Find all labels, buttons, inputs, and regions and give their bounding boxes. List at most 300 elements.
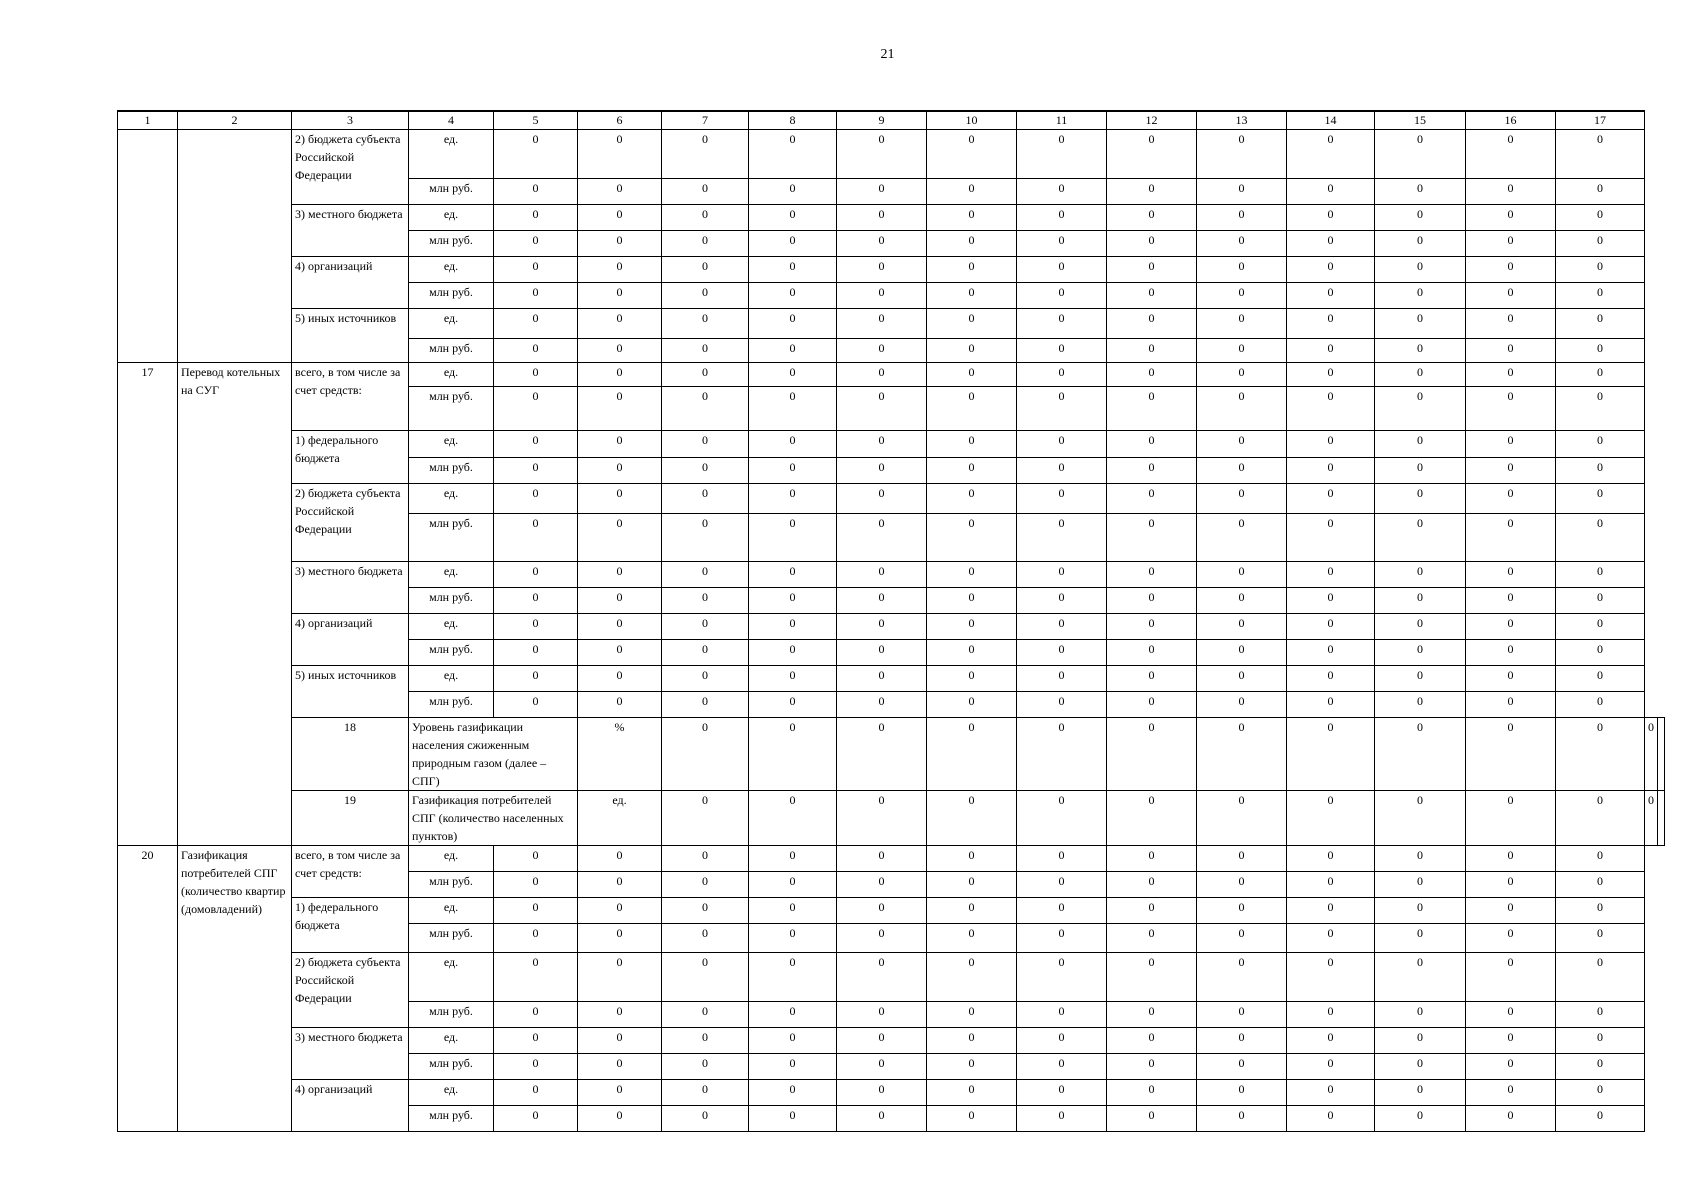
- table-row: [118, 309, 1665, 339]
- value-cell: 0: [662, 1080, 749, 1106]
- unit-cell: млн руб.: [409, 231, 494, 257]
- value-cell: 0: [1466, 205, 1556, 231]
- value-cell: 0: [749, 363, 837, 387]
- value-cell: 0: [1287, 283, 1375, 309]
- value-cell: 0: [1107, 257, 1197, 283]
- empty-cell: [118, 130, 178, 363]
- value-cell: 0: [662, 339, 749, 363]
- value-cell: 0: [927, 363, 1017, 387]
- indicator-name: Уровень газификации населения сжиженным природным газом (далее – СПГ): [409, 718, 578, 791]
- table-row: [118, 257, 1665, 283]
- value-cell: 0: [1466, 283, 1556, 309]
- header-cell: 10: [927, 111, 1017, 130]
- value-cell: 0: [494, 872, 578, 898]
- value-cell: 0: [837, 1080, 927, 1106]
- funding-source: 3) местного бюджета: [292, 205, 409, 257]
- value-cell: 0: [1466, 130, 1556, 179]
- value-cell: 0: [1107, 1080, 1197, 1106]
- value-cell: 0: [494, 363, 578, 387]
- value-cell: 0: [1375, 431, 1466, 458]
- value-cell: 0: [749, 1106, 837, 1132]
- value-cell: 0: [1107, 514, 1197, 562]
- value-cell: 0: [1375, 1002, 1466, 1028]
- value-cell: 0: [1107, 484, 1197, 514]
- value-cell: 0: [1107, 846, 1197, 872]
- value-cell: 0: [927, 339, 1017, 363]
- unit-cell: млн руб.: [409, 1054, 494, 1080]
- value-cell: 0: [1556, 718, 1645, 791]
- value-cell: 0: [1017, 309, 1107, 339]
- value-cell: 0: [494, 953, 578, 1002]
- value-cell: 0: [1107, 1028, 1197, 1054]
- value-cell: 0: [578, 231, 662, 257]
- value-cell: 0: [927, 588, 1017, 614]
- table-row: [118, 205, 1665, 231]
- value-cell: 0: [927, 283, 1017, 309]
- value-cell: 0: [1017, 1106, 1107, 1132]
- value-cell: 0: [927, 1028, 1017, 1054]
- value-cell: 0: [1375, 363, 1466, 387]
- value-cell: 0: [1375, 514, 1466, 562]
- value-cell: 0: [1017, 1080, 1107, 1106]
- value-cell: 0: [1197, 387, 1287, 431]
- value-cell: 0: [1287, 458, 1375, 484]
- value-cell: 0: [1645, 791, 1658, 846]
- value-cell: 0: [1556, 179, 1645, 205]
- value-cell: 0: [837, 1028, 927, 1054]
- value-cell: 0: [837, 257, 927, 283]
- value-cell: 0: [578, 846, 662, 872]
- value-cell: 0: [927, 718, 1017, 791]
- value-cell: 0: [494, 924, 578, 953]
- value-cell: 0: [927, 1106, 1017, 1132]
- value-cell: 0: [1197, 872, 1287, 898]
- value-cell: 0: [1287, 846, 1375, 872]
- value-cell: 0: [1197, 846, 1287, 872]
- value-cell: 0: [1556, 1002, 1645, 1028]
- value-cell: 0: [749, 339, 837, 363]
- value-cell: 0: [578, 283, 662, 309]
- value-cell: 0: [1466, 179, 1556, 205]
- value-cell: 0: [927, 1002, 1017, 1028]
- header-cell: 7: [662, 111, 749, 130]
- value-cell: 0: [1466, 666, 1556, 692]
- value-cell: 0: [1197, 363, 1287, 387]
- unit-cell: ед.: [409, 953, 494, 1002]
- value-cell: 0: [837, 588, 927, 614]
- value-cell: 0: [494, 562, 578, 588]
- value-cell: 0: [1017, 1028, 1107, 1054]
- value-cell: 0: [578, 1054, 662, 1080]
- value-cell: 0: [662, 1028, 749, 1054]
- unit-cell: ед.: [409, 484, 494, 514]
- value-cell: 0: [837, 846, 927, 872]
- value-cell: 0: [1197, 924, 1287, 953]
- value-cell: 0: [494, 898, 578, 924]
- value-cell: 0: [662, 257, 749, 283]
- value-cell: 0: [1017, 363, 1107, 387]
- value-cell: 0: [749, 387, 837, 431]
- value-cell: 0: [1197, 339, 1287, 363]
- value-cell: 0: [1287, 339, 1375, 363]
- value-cell: 0: [662, 205, 749, 231]
- value-cell: 0: [1375, 791, 1466, 846]
- unit-cell: млн руб.: [409, 692, 494, 718]
- value-cell: 0: [1375, 484, 1466, 514]
- value-cell: 0: [1287, 614, 1375, 640]
- value-cell: 0: [1375, 1028, 1466, 1054]
- value-cell: 0: [1107, 872, 1197, 898]
- header-cell: 11: [1017, 111, 1107, 130]
- value-cell: 0: [1556, 872, 1645, 898]
- value-cell: 0: [1287, 1002, 1375, 1028]
- value-cell: 0: [1466, 1028, 1556, 1054]
- value-cell: 0: [1287, 692, 1375, 718]
- value-cell: 0: [578, 588, 662, 614]
- unit-cell: ед.: [409, 1080, 494, 1106]
- value-cell: 0: [749, 898, 837, 924]
- value-cell: 0: [1287, 1080, 1375, 1106]
- value-cell: 0: [662, 718, 749, 791]
- value-cell: 0: [662, 431, 749, 458]
- table-row: [118, 1028, 1665, 1054]
- indicator-name: Перевод котельных на СУГ: [178, 363, 292, 846]
- value-cell: 0: [578, 205, 662, 231]
- value-cell: 0: [1017, 387, 1107, 431]
- value-cell: 0: [1556, 953, 1645, 1002]
- value-cell: 0: [1466, 692, 1556, 718]
- value-cell: 0: [578, 130, 662, 179]
- value-cell: 0: [1375, 1054, 1466, 1080]
- funding-source: всего, в том числе за счет средств:: [292, 363, 409, 431]
- value-cell: 0: [1375, 283, 1466, 309]
- value-cell: 0: [1197, 1028, 1287, 1054]
- value-cell: 0: [749, 562, 837, 588]
- value-cell: 0: [749, 1002, 837, 1028]
- value-cell: 0: [1375, 846, 1466, 872]
- value-cell: 0: [578, 953, 662, 1002]
- value-cell: 0: [1556, 666, 1645, 692]
- value-cell: 0: [927, 924, 1017, 953]
- value-cell: 0: [1197, 614, 1287, 640]
- value-cell: 0: [837, 872, 927, 898]
- value-cell: 0: [1375, 692, 1466, 718]
- value-cell: 0: [1287, 130, 1375, 179]
- value-cell: 0: [837, 718, 927, 791]
- value-cell: 0: [662, 846, 749, 872]
- value-cell: 0: [1466, 562, 1556, 588]
- value-cell: 0: [578, 387, 662, 431]
- value-cell: 0: [749, 1028, 837, 1054]
- value-cell: 0: [749, 1054, 837, 1080]
- value-cell: 0: [662, 872, 749, 898]
- value-cell: 0: [1287, 898, 1375, 924]
- value-cell: 0: [1107, 1106, 1197, 1132]
- value-cell: 0: [837, 205, 927, 231]
- value-cell: 0: [578, 484, 662, 514]
- value-cell: 0: [578, 458, 662, 484]
- value-cell: 0: [494, 179, 578, 205]
- value-cell: 0: [1197, 484, 1287, 514]
- row-number: 17: [118, 363, 178, 846]
- value-cell: 0: [662, 692, 749, 718]
- unit-cell: ед.: [409, 309, 494, 339]
- value-cell: 0: [927, 484, 1017, 514]
- value-cell: 0: [1107, 953, 1197, 1002]
- table-row: [118, 562, 1665, 588]
- funding-source: 4) организаций: [292, 1080, 409, 1132]
- value-cell: 0: [927, 514, 1017, 562]
- value-cell: 0: [1017, 924, 1107, 953]
- value-cell: 0: [1197, 666, 1287, 692]
- header-cell: 8: [749, 111, 837, 130]
- value-cell: 0: [1017, 614, 1107, 640]
- value-cell: 0: [1556, 309, 1645, 339]
- value-cell: 0: [1466, 514, 1556, 562]
- unit-cell: ед.: [409, 846, 494, 872]
- value-cell: 0: [1556, 1106, 1645, 1132]
- value-cell: 0: [837, 431, 927, 458]
- value-cell: 0: [494, 387, 578, 431]
- value-cell: 0: [1556, 458, 1645, 484]
- value-cell: 0: [1287, 666, 1375, 692]
- value-cell: 0: [1107, 363, 1197, 387]
- value-cell: 0: [662, 179, 749, 205]
- header-cell: 4: [409, 111, 494, 130]
- value-cell: 0: [1466, 791, 1556, 846]
- value-cell: 0: [578, 872, 662, 898]
- funding-source: 5) иных источников: [292, 309, 409, 363]
- value-cell: 0: [1017, 588, 1107, 614]
- value-cell: 0: [749, 484, 837, 514]
- table-row: [118, 718, 1665, 791]
- value-cell: 0: [1197, 791, 1287, 846]
- value-cell: 0: [1466, 718, 1556, 791]
- value-cell: 0: [927, 692, 1017, 718]
- value-cell: 0: [837, 562, 927, 588]
- value-cell: 0: [749, 309, 837, 339]
- value-cell: 0: [1197, 309, 1287, 339]
- value-cell: 0: [578, 363, 662, 387]
- value-cell: 0: [1466, 846, 1556, 872]
- table-row: [118, 1080, 1665, 1106]
- value-cell: 0: [927, 205, 1017, 231]
- value-cell: 0: [1556, 614, 1645, 640]
- value-cell: 0: [494, 514, 578, 562]
- funding-source: 1) федерального бюджета: [292, 431, 409, 484]
- value-cell: 0: [662, 1054, 749, 1080]
- value-cell: 0: [494, 1002, 578, 1028]
- value-cell: 0: [662, 458, 749, 484]
- table-row: [118, 791, 1665, 846]
- value-cell: 0: [1017, 692, 1107, 718]
- unit-cell: ед.: [578, 791, 662, 846]
- unit-cell: ед.: [409, 1028, 494, 1054]
- value-cell: 0: [1466, 339, 1556, 363]
- value-cell: 0: [1466, 1002, 1556, 1028]
- value-cell: 0: [1375, 614, 1466, 640]
- value-cell: 0: [749, 953, 837, 1002]
- value-cell: 0: [1197, 179, 1287, 205]
- value-cell: 0: [1197, 130, 1287, 179]
- value-cell: 0: [1197, 1080, 1287, 1106]
- value-cell: 0: [1017, 514, 1107, 562]
- table-row: [118, 666, 1665, 692]
- table-row: [118, 484, 1665, 514]
- value-cell: 0: [1556, 130, 1645, 179]
- value-cell: 0: [1107, 924, 1197, 953]
- value-cell: 0: [494, 666, 578, 692]
- value-cell: 0: [749, 231, 837, 257]
- value-cell: 0: [1375, 640, 1466, 666]
- value-cell: 0: [1197, 640, 1287, 666]
- value-cell: 0: [1375, 458, 1466, 484]
- value-cell: 0: [494, 257, 578, 283]
- value-cell: 0: [578, 1080, 662, 1106]
- value-cell: 0: [662, 614, 749, 640]
- value-cell: 0: [1466, 257, 1556, 283]
- value-cell: 0: [837, 924, 927, 953]
- value-cell: 0: [1375, 205, 1466, 231]
- header-cell: 1: [118, 111, 178, 130]
- value-cell: 0: [1197, 231, 1287, 257]
- header-cell: 12: [1107, 111, 1197, 130]
- value-cell: 0: [1197, 205, 1287, 231]
- value-cell: 0: [1107, 431, 1197, 458]
- value-cell: 0: [749, 205, 837, 231]
- value-cell: 0: [662, 484, 749, 514]
- value-cell: 0: [494, 283, 578, 309]
- header-cell: 14: [1287, 111, 1375, 130]
- header-cell: 13: [1197, 111, 1287, 130]
- unit-cell: ед.: [409, 562, 494, 588]
- empty-cell: [1658, 791, 1665, 846]
- value-cell: 0: [837, 666, 927, 692]
- table-row: [118, 130, 1665, 179]
- value-cell: 0: [1375, 872, 1466, 898]
- value-cell: 0: [578, 514, 662, 562]
- unit-cell: млн руб.: [409, 339, 494, 363]
- value-cell: 0: [578, 562, 662, 588]
- value-cell: 0: [1107, 718, 1197, 791]
- value-cell: 0: [662, 588, 749, 614]
- funding-source: 2) бюджета субъекта Российской Федерации: [292, 130, 409, 205]
- row-number: 20: [118, 846, 178, 1132]
- value-cell: 0: [749, 257, 837, 283]
- value-cell: 0: [749, 283, 837, 309]
- value-cell: 0: [837, 283, 927, 309]
- value-cell: 0: [1287, 257, 1375, 283]
- value-cell: 0: [662, 640, 749, 666]
- indicator-name: Газификация потребителей СПГ (количество населенных пунктов): [409, 791, 578, 846]
- value-cell: 0: [1017, 953, 1107, 1002]
- value-cell: 0: [1556, 898, 1645, 924]
- value-cell: 0: [578, 179, 662, 205]
- value-cell: 0: [927, 1080, 1017, 1106]
- value-cell: 0: [1466, 898, 1556, 924]
- value-cell: 0: [1556, 431, 1645, 458]
- value-cell: 0: [837, 898, 927, 924]
- header-cell: 15: [1375, 111, 1466, 130]
- indicator-name: Газификация потребителей СПГ (количество квартир (домовладений): [178, 846, 292, 1132]
- value-cell: 0: [1197, 514, 1287, 562]
- header-cell: 2: [178, 111, 292, 130]
- value-cell: 0: [1197, 257, 1287, 283]
- value-cell: 0: [1556, 1080, 1645, 1106]
- value-cell: 0: [662, 1106, 749, 1132]
- row-number: 19: [292, 791, 409, 846]
- value-cell: 0: [837, 514, 927, 562]
- unit-cell: ед.: [409, 614, 494, 640]
- value-cell: 0: [749, 640, 837, 666]
- value-cell: 0: [1017, 339, 1107, 363]
- value-cell: 0: [749, 872, 837, 898]
- value-cell: 0: [927, 257, 1017, 283]
- value-cell: 0: [1287, 640, 1375, 666]
- value-cell: 0: [1466, 640, 1556, 666]
- value-cell: 0: [749, 588, 837, 614]
- value-cell: 0: [1017, 431, 1107, 458]
- value-cell: 0: [1017, 1054, 1107, 1080]
- value-cell: 0: [927, 231, 1017, 257]
- value-cell: 0: [1556, 205, 1645, 231]
- funding-source: всего, в том числе за счет средств:: [292, 846, 409, 898]
- value-cell: 0: [1466, 1054, 1556, 1080]
- value-cell: 0: [927, 872, 1017, 898]
- funding-source: 3) местного бюджета: [292, 1028, 409, 1080]
- unit-cell: млн руб.: [409, 387, 494, 431]
- value-cell: 0: [1287, 231, 1375, 257]
- value-cell: 0: [1556, 562, 1645, 588]
- value-cell: 0: [494, 458, 578, 484]
- funding-source: 2) бюджета субъекта Российской Федерации: [292, 484, 409, 562]
- funding-source: 4) организаций: [292, 257, 409, 309]
- value-cell: 0: [749, 1080, 837, 1106]
- empty-cell: [178, 130, 292, 363]
- value-cell: 0: [1017, 257, 1107, 283]
- value-cell: 0: [837, 458, 927, 484]
- value-cell: 0: [1017, 791, 1107, 846]
- value-cell: 0: [1466, 431, 1556, 458]
- value-cell: 0: [1375, 130, 1466, 179]
- value-cell: 0: [1287, 588, 1375, 614]
- value-cell: 0: [1375, 387, 1466, 431]
- table-row: [118, 846, 1665, 872]
- value-cell: 0: [927, 1054, 1017, 1080]
- value-cell: 0: [1466, 387, 1556, 431]
- value-cell: 0: [1556, 363, 1645, 387]
- value-cell: 0: [1466, 363, 1556, 387]
- value-cell: 0: [749, 791, 837, 846]
- value-cell: 0: [1466, 588, 1556, 614]
- value-cell: 0: [1017, 179, 1107, 205]
- value-cell: 0: [749, 924, 837, 953]
- header-cell: 6: [578, 111, 662, 130]
- value-cell: 0: [1375, 309, 1466, 339]
- table-row: [118, 431, 1665, 458]
- value-cell: 0: [1017, 872, 1107, 898]
- value-cell: 0: [1466, 1080, 1556, 1106]
- value-cell: 0: [1556, 924, 1645, 953]
- value-cell: 0: [1556, 514, 1645, 562]
- value-cell: 0: [837, 791, 927, 846]
- value-cell: 0: [927, 130, 1017, 179]
- value-cell: 0: [1556, 846, 1645, 872]
- unit-cell: ед.: [409, 205, 494, 231]
- value-cell: 0: [1107, 309, 1197, 339]
- value-cell: 0: [837, 179, 927, 205]
- value-cell: 0: [494, 1028, 578, 1054]
